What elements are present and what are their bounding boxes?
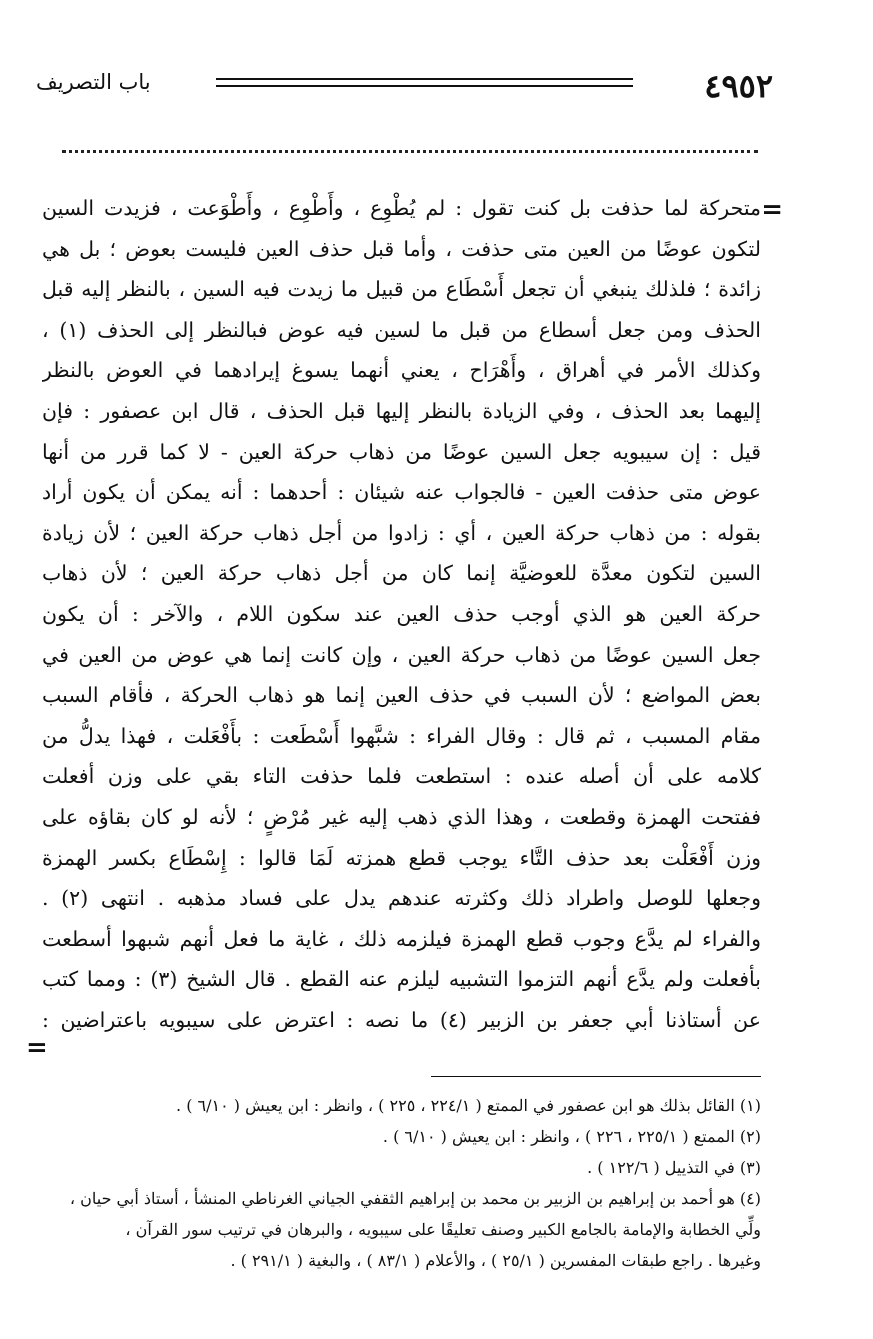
text-line: لتكون عوضًا من العين متى حذفت ، وأما قبل حذف العين فليست بعوض ؛ بل هي bbox=[42, 236, 761, 261]
text-line: قيل : إن سيبويه جعل السين عوضًا من ذهاب حركة العين - لا كما قرر من أنها bbox=[42, 439, 761, 464]
chapter-title: باب التصريف bbox=[36, 70, 151, 94]
page-number: ٤٩٥٢ bbox=[704, 67, 773, 105]
text-line: مقام المسبب ، ثم قال : وقال الفراء : شبَّهوا أَسْطَعت : بأَفْعَلت ، فهذا يدلُّ من bbox=[42, 723, 761, 748]
dotted-separator bbox=[62, 150, 758, 153]
text-line: حركة العين هو الذي أوجب حذف العين عند سكون اللام ، والآخر : أن يكون bbox=[42, 601, 761, 626]
text-line: بأفعلت ولم يدَّع أنهم التزموا التشبيه ليلزم عنه القطع . قال الشيخ (٣) : ومما كتب bbox=[42, 967, 761, 992]
footnote-line: (١) القائل بذلك هو ابن عصفور في الممتع ( ٢٢٤/١ ، ٢٢٥ ) ، وانظر : ابن يعيش ( ٦/١٠ ) . bbox=[176, 1096, 761, 1115]
text-line: عن أستاذنا أبي جعفر بن الزبير (٤) ما نصه : اعترض على سيبويه باعتراضين : bbox=[42, 1007, 761, 1032]
text-line: وكذلك الأمر في أهراق ، وأَهْرَاح ، يعني أنهما يسوغ إيرادهما في العوض بالنظر bbox=[42, 358, 761, 383]
text-line: السين لتكون معدَّة للعوضيَّة إنما كان من أجل ذهاب حركة العين ؛ لأن ذهاب bbox=[42, 561, 761, 586]
footnote-line: (٢) الممتع ( ٢٢٥/١ ، ٢٢٦ ) ، وانظر : ابن يعيش ( ٦/١٠ ) . bbox=[382, 1127, 761, 1146]
footnote-line: (٤) هو أحمد بن إبراهيم بن الزبير بن محمد بن إبراهيم الثقفي الجياني الغرناطي المنشأ ، أستاذ أبي حيان ، bbox=[69, 1189, 761, 1208]
page-header bbox=[36, 66, 773, 106]
main-text bbox=[42, 188, 761, 1040]
text-line: وزن أَفْعَلْت بعد حذف التَّاء يوجب قطع همزته لَمَا قالوا : إِسْطَاع بكسر الهمزة bbox=[42, 845, 761, 870]
text-line: زائدة ؛ فلذلك ينبغي أن تجعل أَسْطَاع من قبيل ما زيدت فيه السين ، بالنظر إليه قبل bbox=[42, 277, 761, 302]
text-line: ففتحت الهمزة وقطعت ، وهذا الذي ذهب إليه غير مُرْضٍ ؛ لأنه لو كان بقاؤه على bbox=[42, 804, 761, 829]
text-line: متحركة لما حذفت بل كنت تقول : لم يُطْوِع ، وأَطْوِع ، وأَطْوَعت ، فزيدت السين bbox=[42, 196, 761, 220]
footnotes bbox=[42, 1090, 761, 1276]
footnote-line: (٣) في التذييل ( ١٢٢/٦ ) . bbox=[587, 1158, 761, 1177]
continuation-mark-end: = bbox=[26, 1033, 48, 1063]
text-line: وجعلها للوصل واطراد ذلك وكثرته عندهم يدل على فساد مذهبه . انتهى (٢) . bbox=[42, 886, 761, 911]
continuation-mark-start: = bbox=[761, 195, 783, 225]
text-line: كلامه على أن أصله عنده : استطعت فلما حذفت التاء بقي على وزن أفعلت bbox=[42, 764, 761, 789]
text-line: والفراء لم يدَّع وجوب قطع الهمزة فيلزمه ذلك ، غاية ما فعل أنهم شبهوا أسطعت bbox=[42, 926, 761, 951]
text-line: عوض متى حذفت العين - فالجواب عنه شيئان : أحدهما : أنه يمكن أن يكون أراد bbox=[42, 480, 761, 505]
header-double-rule bbox=[216, 78, 633, 87]
text-line: بقوله : من ذهاب حركة العين ، أي : زادوا من أجل ذهاب حركة العين ؛ لأن زيادة bbox=[42, 520, 761, 545]
footnote-line: وغيرها . راجع طبقات المفسرين ( ٢٥/١ ) ، والأعلام ( ٨٣/١ ) ، والبغية ( ٢٩١/١ ) . bbox=[230, 1251, 761, 1270]
footnote-line: ولِّي الخطابة والإمامة بالجامع الكبير وصنف تعليقًا على سيبويه ، والبرهان في ترتيب سور القرآن ، bbox=[125, 1220, 761, 1239]
text-line: إليهما بعد الحذف ، وفي الزيادة بالنظر إليها قبل الحذف ، قال ابن عصفور : فإن bbox=[42, 398, 761, 423]
text-line: جعل السين عوضًا من ذهاب حركة العين ، وإن كانت إنما هي عوض من العين في bbox=[42, 642, 761, 667]
footnote-rule bbox=[431, 1076, 761, 1077]
text-line: الحذف ومن جعل أسطاع من قبل ما لسين فيه عوض فبالنظر إلى الحذف (١) ، bbox=[42, 317, 761, 342]
text-line: بعض المواضع ؛ لأن السبب في حذف العين إنما هو ذهاب الحركة ، فأقام السبب bbox=[42, 683, 761, 708]
